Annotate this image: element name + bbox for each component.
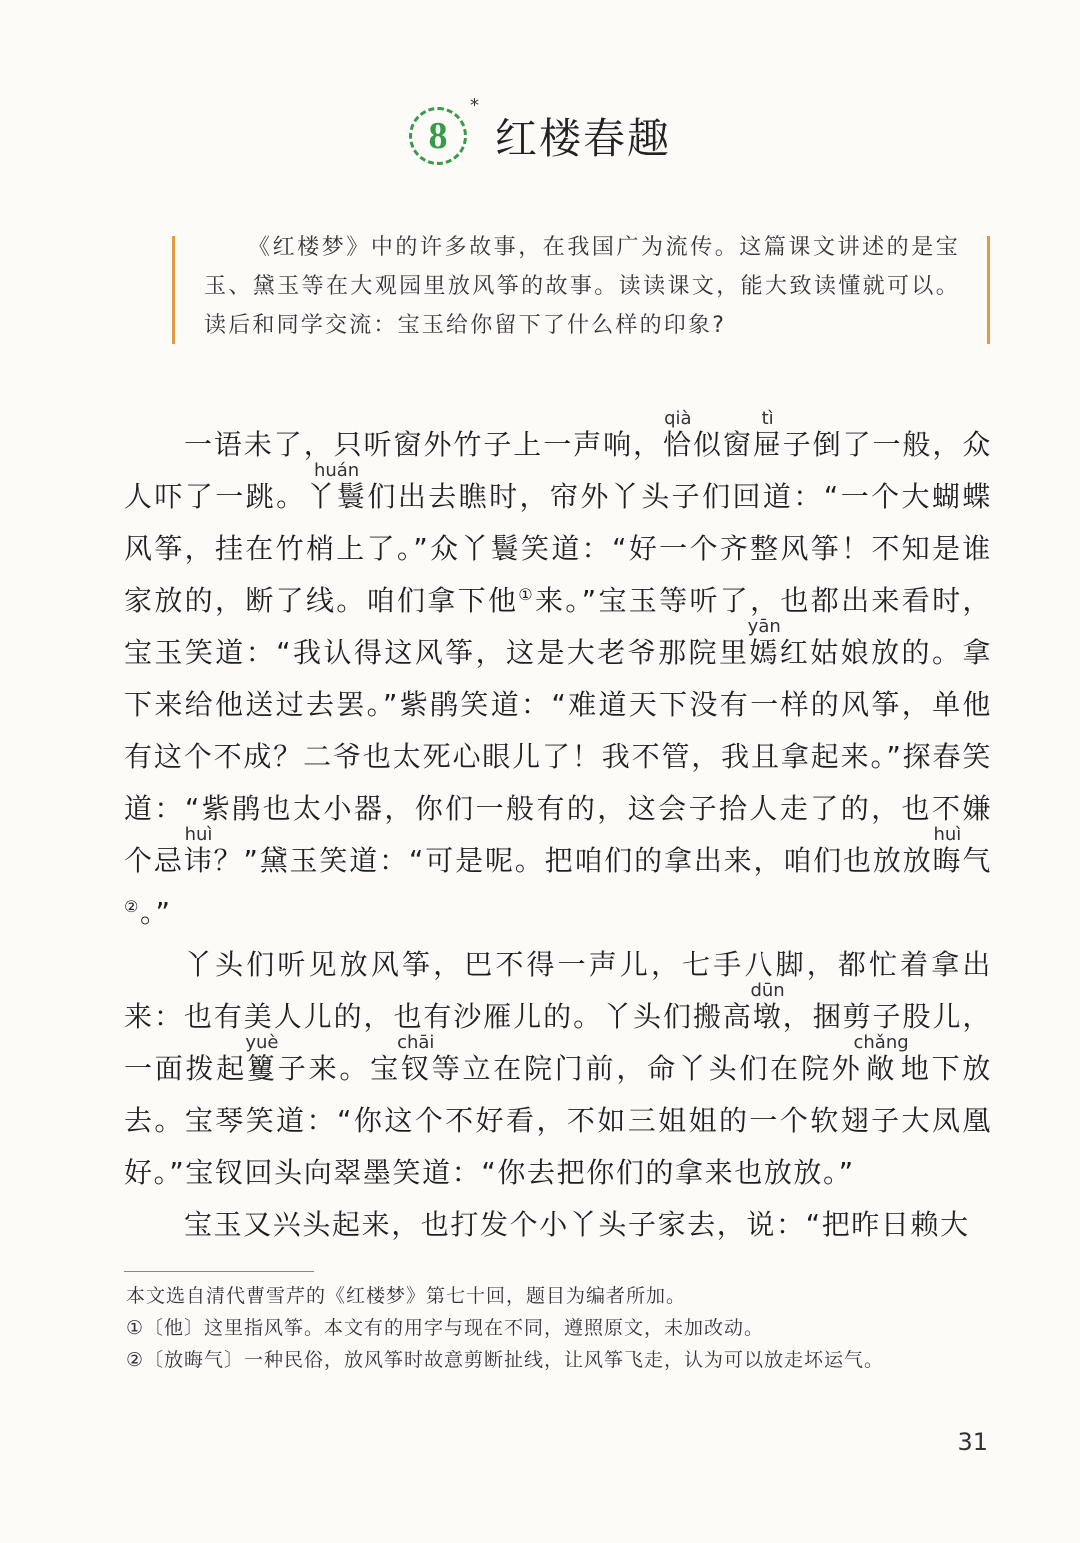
footnotes [126, 1280, 986, 1376]
lesson-number: 8 [409, 107, 467, 165]
pinyin-annotation: 恰qià [663, 408, 693, 461]
intro-text: 《红楼梦》中的许多故事，在我国广为流传。这篇课文讲述的是宝玉、黛玉等在大观园里放风筝的故事。读读课文，能大致读懂就可以。读后和同学交流：宝玉给你留下了什么样的印象? [204, 235, 960, 338]
pinyin-annotation: 嫣yān [747, 616, 781, 669]
footnote-divider [124, 1271, 314, 1272]
pinyin-annotation: 晦huì [932, 824, 963, 877]
intro-right-bar [987, 236, 990, 344]
page-number: 31 [957, 1428, 988, 1456]
footnote-1: ①〔他〕这里指风筝。本文有的用字与现在不同，遵照原文，未加改动。 [126, 1317, 765, 1339]
footnote-marker: ① [518, 585, 535, 604]
intro-box [172, 228, 990, 346]
lesson-title: 红楼春趣 [494, 114, 671, 163]
pinyin-annotation: 墩dūn [750, 980, 785, 1033]
pinyin-annotation: 钗chāi [397, 1032, 435, 1085]
pinyin-annotation: 讳huì [183, 824, 214, 877]
intro-left-bar [172, 236, 175, 344]
pinyin-annotation: 丫鬟huán [306, 460, 368, 513]
footnote-marker: ② [124, 897, 140, 916]
pinyin-annotation: 敞chǎng [853, 1032, 909, 1085]
footnote-2: ②〔放晦气〕一种民俗，放风筝时故意剪断扯线，让风筝飞走，认为可以放走坏运气。 [126, 1349, 885, 1371]
lesson-number-badge [409, 95, 479, 165]
footnote-source: 本文选自清代曹雪芹的《红楼梦》第七十回，题目为编者所加。 [126, 1285, 687, 1307]
lesson-header [0, 96, 1080, 176]
lesson-body [124, 410, 992, 1251]
pinyin-annotation: 籰yuè [245, 1032, 279, 1085]
paragraph-2: 丫头们听见放风筝，巴不得一声儿，七手八脚，都忙着拿出来：也有美人儿的，也有沙雁儿的。丫头们搬高墩dūn，捆剪子股儿，一面拨起籰yuè子来。宝钗chāi等立在院门前，命丫头们在院外敞chǎng地下放去。宝琴笑道：“你这个不好看，不如三姐姐的一个软翅子大凤凰好。”宝钗回头向翠墨笑道：“你去把你们的拿来也放放。” [124, 948, 992, 1189]
optional-star-mark: * [469, 95, 479, 116]
pinyin-annotation: 屉tì [752, 408, 783, 461]
paragraph-1: 一语未了，只听窗外竹子上一声响，恰qià似窗屉tì子倒了一般，众人吓了一跳。丫鬟huán们出去瞧时，帘外丫头子们回道：“一个大蝴蝶风筝，挂在竹梢上了。”众丫鬟笑道：“好一个齐整风筝！不知是谁家放的，断了线。咱们拿下他①来。”宝玉等听了，也都出来看时，宝玉笑道：“我认得这风筝，这是大老爷那院里嫣yān红姑娘放的。拿下来给他送过去罢。”紫鹃笑道：“难道天下没有一样的风筝，单他有这个不成？二爷也太死心眼儿了！我不管，我且拿起来。”探春笑道：“紫鹃也太小器，你们一般有的，这会子拾人走了的，也不嫌个忌讳huì？”黛玉笑道：“可是呢。把咱们的拿出来，咱们也放放晦huì气②。” [124, 408, 993, 929]
paragraph-3: 宝玉又兴头起来，也打发个小丫头子家去，说：“把昨日赖大 [184, 1208, 970, 1241]
